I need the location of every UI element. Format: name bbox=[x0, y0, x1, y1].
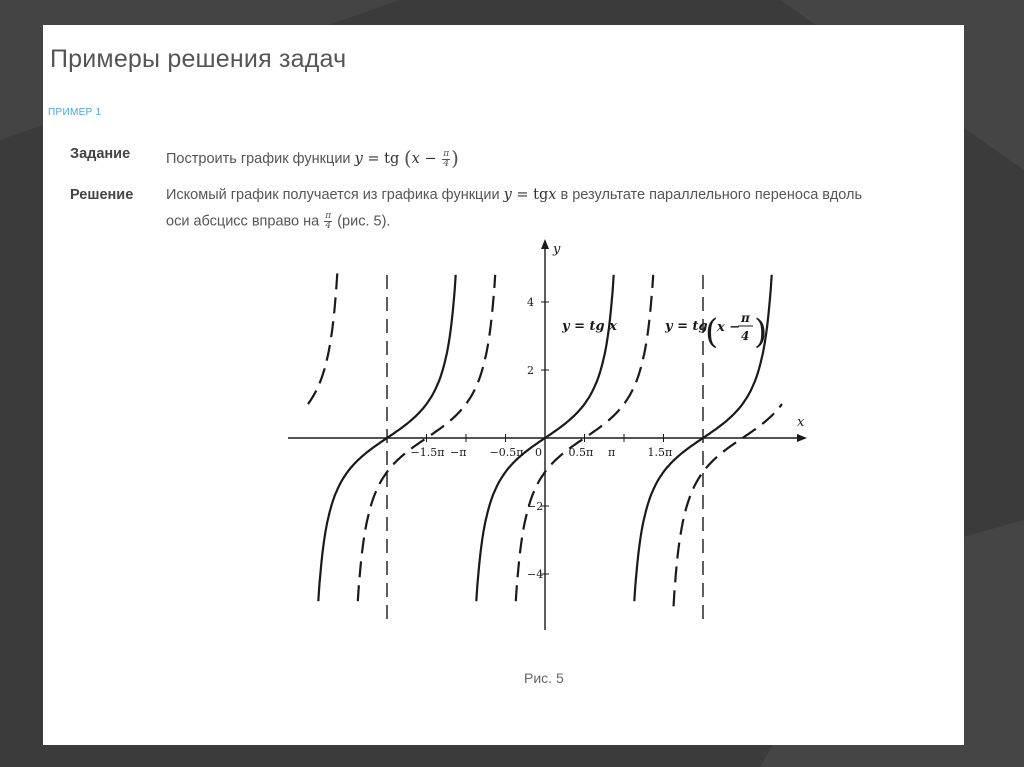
slide-title: Примеры решения задач bbox=[50, 45, 347, 73]
label-y-tg-x: y = tg x bbox=[562, 319, 617, 334]
x-tick-label: 0 bbox=[535, 446, 542, 459]
solution-label: Решение bbox=[70, 187, 134, 203]
label-shift-paren-close: ) bbox=[754, 312, 768, 352]
solution-frac-den: 4 bbox=[325, 221, 332, 231]
x-tick-label: −π bbox=[450, 446, 467, 459]
x-tick-label: 1.5π bbox=[647, 446, 673, 459]
slide-panel bbox=[43, 25, 964, 745]
task-formula-lhs: y bbox=[354, 151, 363, 167]
solution-formula-lhs: y bbox=[503, 187, 512, 203]
task-frac-den: 4 bbox=[443, 158, 450, 169]
solution-line2-part1: оси абсцисс вправо на bbox=[166, 213, 324, 230]
x-tick-label: π bbox=[608, 446, 616, 459]
y-axis-label: y bbox=[553, 242, 561, 257]
task-formula-var: x bbox=[411, 151, 420, 167]
x-axis-label: x bbox=[797, 415, 805, 430]
task-paren-close: ) bbox=[451, 146, 459, 170]
task-description: Построить график функции bbox=[166, 151, 351, 167]
label-y-tg-shift: y = tg bbox=[665, 319, 708, 334]
y-axis-arrow bbox=[541, 239, 549, 249]
label-shift-frac-den: 4 bbox=[741, 329, 750, 343]
label-shift-paren-open: ( bbox=[705, 312, 719, 352]
figure-caption: Рис. 5 bbox=[524, 670, 564, 686]
x-axis-arrow bbox=[797, 434, 807, 442]
label-shift-x: x − bbox=[717, 320, 741, 335]
example-label: ПРИМЕР 1 bbox=[48, 107, 102, 118]
tangent-chart bbox=[43, 25, 964, 745]
solution-text-part1: Искомый график получается из графика функции bbox=[166, 187, 500, 203]
solution-formula-eq: = tg bbox=[511, 187, 549, 203]
solution-text-part2: в результате параллельного переноса вдоль bbox=[556, 187, 863, 203]
solution-formula-var: x bbox=[548, 187, 557, 203]
task-formula-minus: − bbox=[419, 151, 442, 167]
series-tg-shifted-branch bbox=[308, 270, 338, 404]
task-frac-num: π bbox=[443, 148, 450, 159]
task-label: Задание bbox=[70, 146, 131, 162]
x-tick-label: −0.5π bbox=[489, 446, 524, 459]
y-tick-label: −2 bbox=[527, 500, 544, 513]
series-tg-shifted-branch bbox=[674, 404, 783, 606]
x-tick-label: −1.5π bbox=[410, 446, 445, 459]
y-tick-label: 4 bbox=[527, 296, 534, 309]
x-tick-label: 0.5π bbox=[568, 446, 594, 459]
label-shift-frac-num: π bbox=[741, 311, 750, 325]
y-tick-label: 2 bbox=[527, 364, 534, 377]
solution-line2-part2: (рис. 5). bbox=[333, 213, 391, 230]
y-tick-label: −4 bbox=[527, 568, 544, 581]
task-paren-open: ( bbox=[403, 146, 412, 170]
solution-frac-num: π bbox=[325, 211, 332, 221]
task-formula-eq: = tg bbox=[362, 151, 404, 167]
